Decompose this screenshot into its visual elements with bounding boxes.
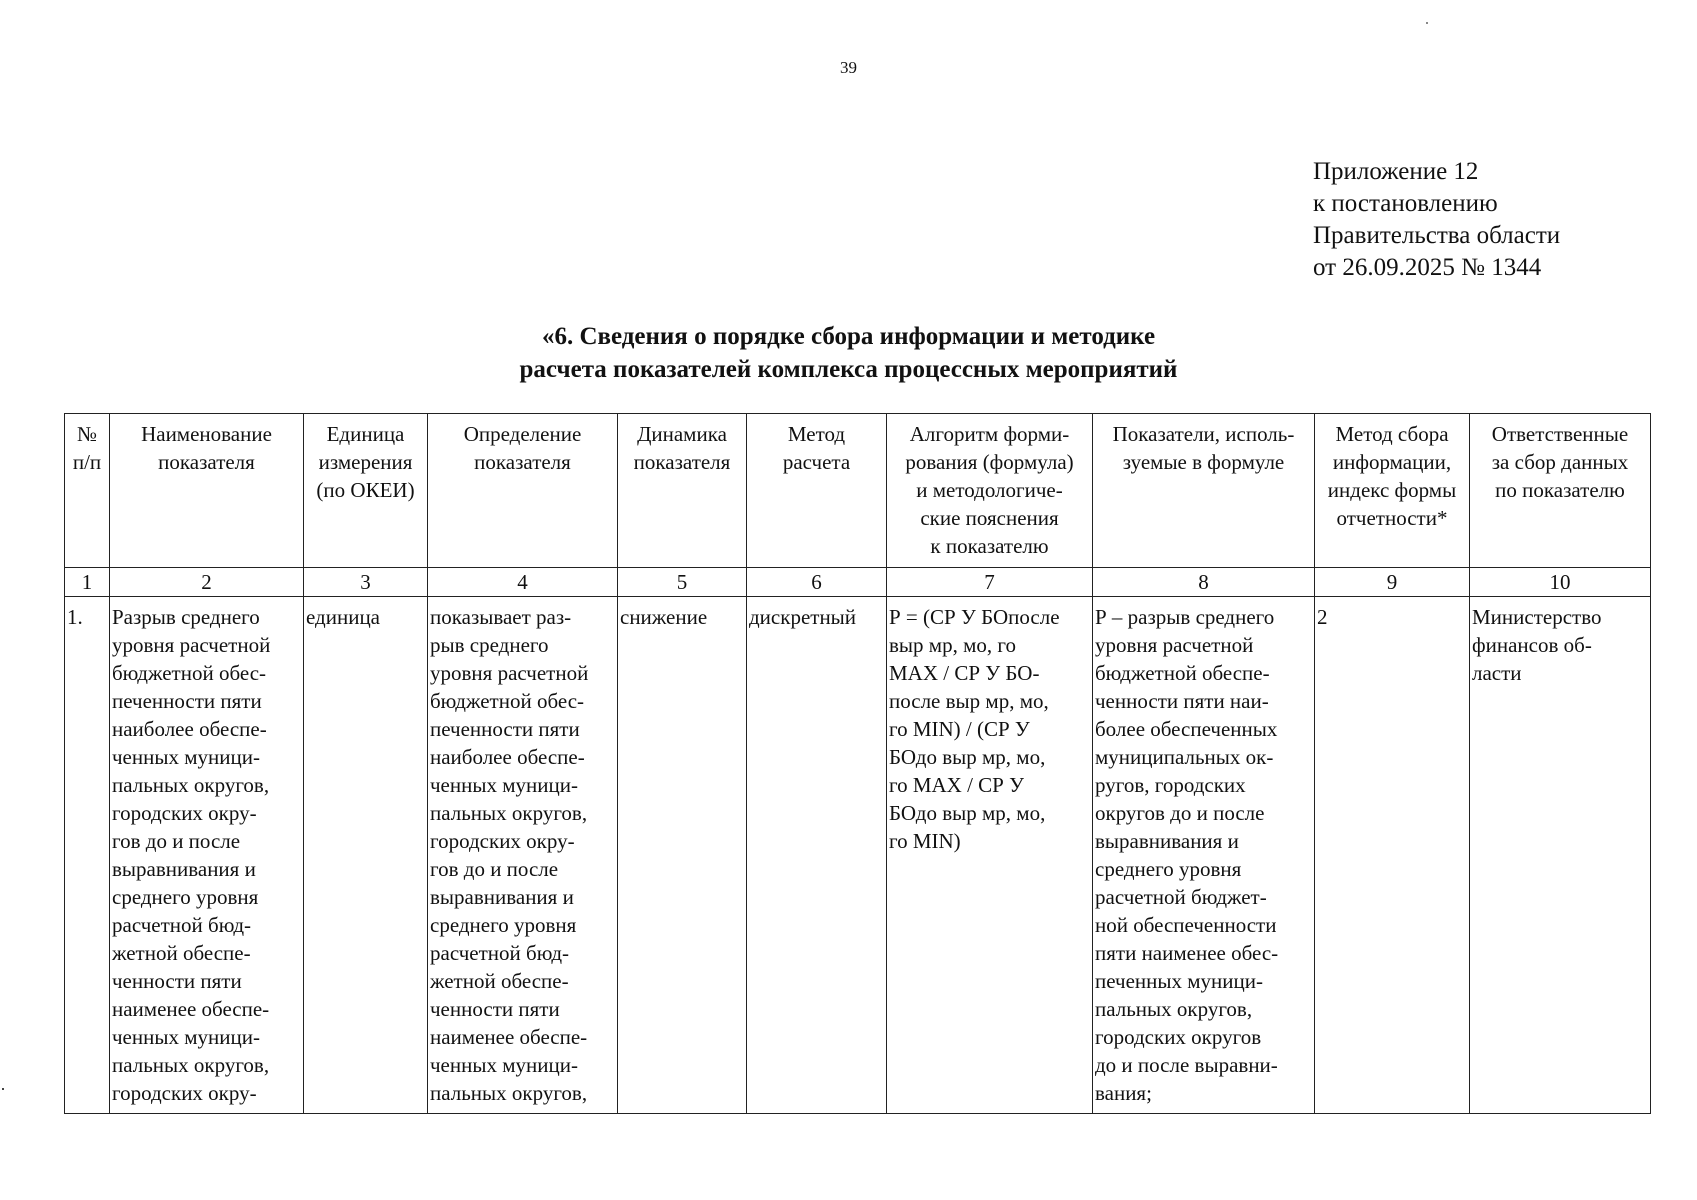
header-cell-unit: Единица измерения (по ОКЕИ) (304, 414, 428, 568)
column-number: 3 (304, 568, 428, 597)
column-number: 9 (1315, 568, 1470, 597)
collection-method: 2 (1315, 597, 1470, 1114)
annex-line: Приложение 12 (1313, 158, 1479, 185)
header-cell-definition: Определение показателя (428, 414, 618, 568)
header-cell-dynamics: Динамика показателя (618, 414, 747, 568)
scan-speck (2, 1088, 4, 1090)
table-header-row (65, 414, 1651, 568)
annex-line: Правительства области (1313, 222, 1561, 249)
header-cell-algorithm: Алгоритм форми- рования (формула) и методологиче- ские пояснения к показателю (887, 414, 1093, 568)
indicator-name: Разрыв среднего уровня расчетной бюджетной обес- печенности пяти наиболее обеспе- ченных муници- пальных округов, городских окру- гов до и после выравнивания и среднего уровня расчетной бюд- жетной обеспе- ченности пяти наименее обеспе- ченных муници- пальных округов, городских окру- (110, 597, 304, 1114)
column-number: 6 (747, 568, 887, 597)
formula-algorithm: Р = (СР У БОпосле выр мр, мо, го MAX / СР У БО- после выр мр, мо, го MIN) / (СР У БОдо выр мр, мо, го MAX / СР У БОдо выр мр, мо, го MIN) (887, 597, 1093, 1114)
annex-line: от 26.09.2025 № 1344 (1313, 254, 1542, 281)
column-number: 8 (1093, 568, 1315, 597)
formula-indicators: Р – разрыв среднего уровня расчетной бюджетной обеспе- ченности пяти наи- более обеспеченных муниципальных ок- ругов, городских округов до и после выравнивания и среднего уровня расчетной бюджет- ной обеспеченности пяти наименее обес- печенных муници- пальных округов, городских округов до и после выравни- вания; (1093, 597, 1315, 1114)
responsible-body: Министерство финансов об- ласти (1470, 597, 1651, 1114)
column-number: 5 (618, 568, 747, 597)
indicator-definition: показывает раз- рыв среднего уровня расчетной бюджетной обес- печенности пяти наиболее обеспе- ченных муници- пальных округов, городских окру- гов до и после выравнивания и среднего уровня расчетной бюд- жетной обеспе- ченности пяти наименее обеспе- ченных муници- пальных округов, (428, 597, 618, 1114)
header-cell-indicators: Показатели, исполь- зуемые в формуле (1093, 414, 1315, 568)
heading-line: расчета показателей комплекса процессных мероприятий (519, 356, 1178, 383)
header-cell-name: Наименование показателя (110, 414, 304, 568)
scan-speck (1426, 22, 1428, 24)
annex-block (1313, 156, 1560, 284)
column-number: 10 (1470, 568, 1651, 597)
header-cell-method: Метод расчета (747, 414, 887, 568)
heading-line: «6. Сведения о порядке сбора информации и методике (541, 323, 1156, 350)
page-number: 39 (840, 58, 857, 77)
indicator-dynamics: снижение (618, 597, 747, 1114)
section-heading (0, 320, 1697, 386)
header-cell-collection: Метод сбора информации, индекс формы отчетности* (1315, 414, 1470, 568)
measure-unit: единица (304, 597, 428, 1114)
indicators-table (64, 413, 1651, 1114)
column-number: 2 (110, 568, 304, 597)
column-number: 1 (65, 568, 110, 597)
header-cell-number: № п/п (65, 414, 110, 568)
column-number-row (65, 568, 1651, 597)
calculation-method: дискретный (747, 597, 887, 1114)
header-cell-responsible: Ответственные за сбор данных по показателю (1470, 414, 1651, 568)
annex-line: к постановлению (1313, 190, 1498, 217)
table-row (65, 597, 1651, 1114)
column-number: 4 (428, 568, 618, 597)
row-number: 1. (65, 597, 110, 1114)
column-number: 7 (887, 568, 1093, 597)
